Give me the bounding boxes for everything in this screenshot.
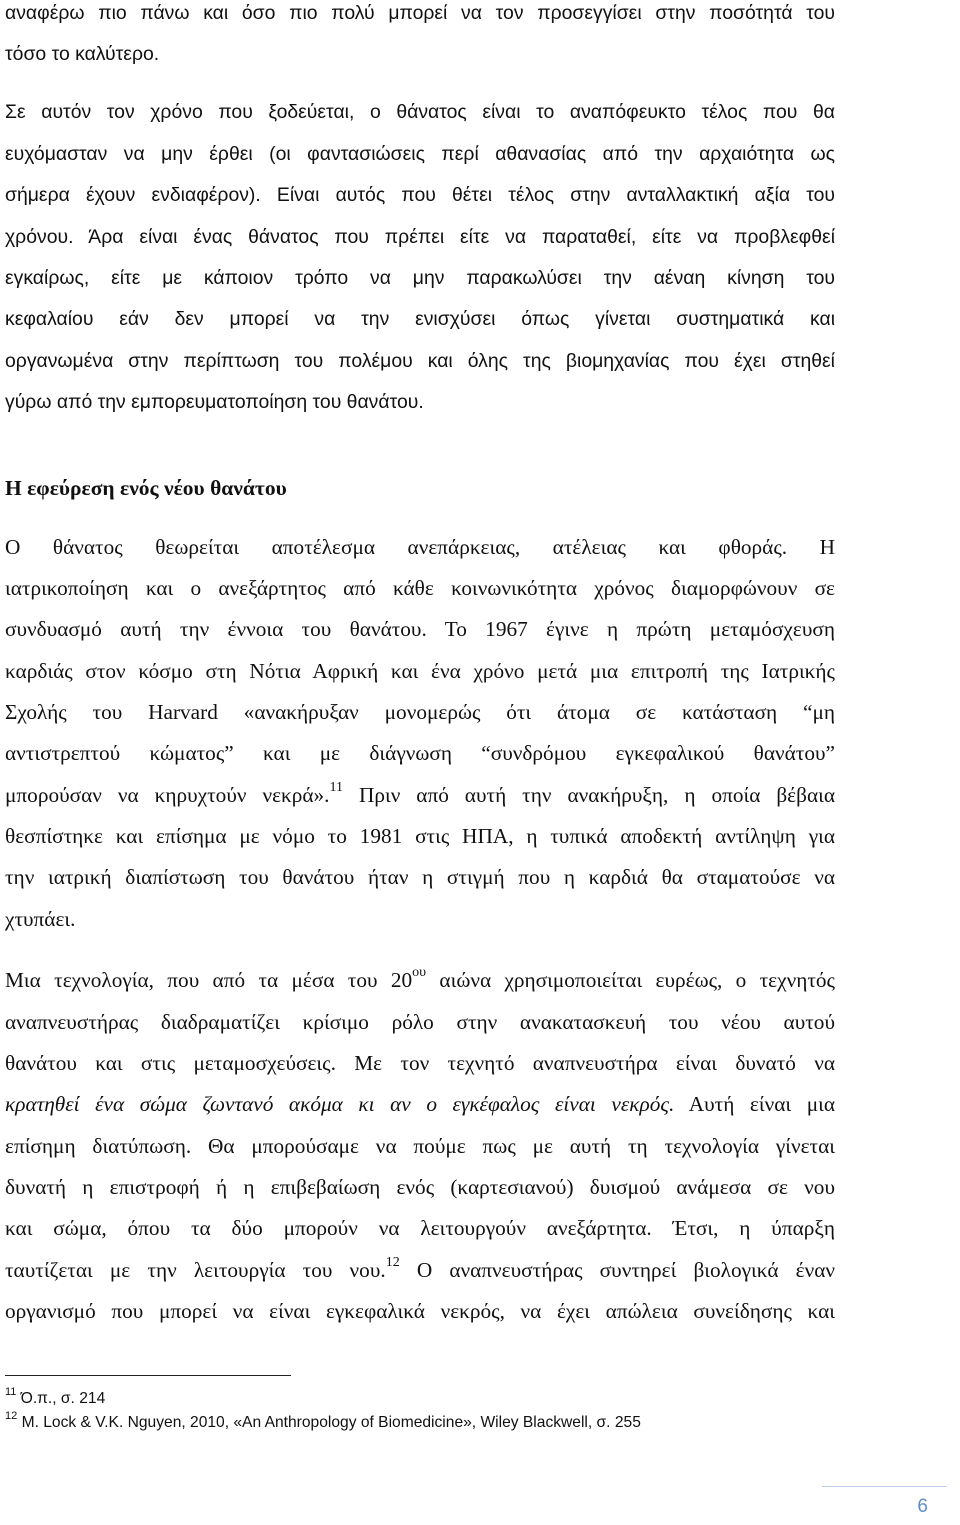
section-heading: Η εφεύρεση ενός νέου θανάτου — [5, 476, 287, 500]
text-run: αιώνα χρησιμοποιείται ευρέως, ο τεχνητός — [426, 968, 835, 992]
body-text-line: Ο θάνατος θεωρείται αποτέλεσμα ανεπάρκειας, ατέλειας και φθοράς. Η — [5, 535, 835, 559]
footnote-text: Ό.π., σ. 214 — [20, 1390, 106, 1407]
text-run: Αυτή είναι μια — [674, 1092, 836, 1116]
body-text-line: συνδυασμό αυτή την έννοια του θανάτου. Το 1967 έγινε η πρώτη μεταμόσχευση — [5, 617, 835, 641]
body-text-line: οργανωμένα στην περίπτωση του πολέμου και όλης της βιομηχανίας που έχει στηθεί — [5, 350, 835, 372]
footnote — [5, 1385, 106, 1410]
body-text-line: θεσπίστηκε και επίσημα με νόμο το 1981 στις ΗΠΑ, η τυπικά αποδεκτή αντίληψη για — [5, 824, 835, 848]
body-text-line: επίσημη διατύπωση. Θα μπορούσαμε να πούμε πως με αυτή τη τεχνολογία γίνεται — [5, 1134, 835, 1158]
body-text-line: την ιατρική διαπίστωση του θανάτου ήταν η στιγμή που η καρδιά θα σταματούσε να — [5, 865, 835, 889]
text-run: μπορούσαν να κηρυχτούν νεκρά». — [5, 783, 330, 807]
body-text-line — [5, 1250, 835, 1292]
italic-text-run: κρατηθεί ένα σώμα ζωντανό ακόμα κι αν ο εγκέφαλος είναι νεκρός. — [5, 1092, 675, 1116]
body-text-line — [5, 775, 835, 817]
body-text-line: αναπνευστήρας διαδραματίζει κρίσιμο ρόλο στην ανακατασκευή του νέου αυτού — [5, 1010, 835, 1034]
body-text-line: ευχόμασταν να μην έρθει (οι φαντασιώσεις περί αθανασίας από την αρχαιότητα ως — [5, 143, 835, 165]
body-text-line: οργανισμό που μπορεί να είναι εγκεφαλικά νεκρός, να έχει απώλεια συνείδησης και — [5, 1299, 835, 1323]
text-run: Ο αναπνευστήρας συντηρεί βιολογικά έναν — [399, 1258, 835, 1282]
superscript: ου — [412, 964, 427, 980]
page-number: 6 — [917, 1496, 928, 1517]
body-text-line: κεφαλαίου εάν δεν μπορεί να την ενισχύσει όπως γίνεται συστηματικά και — [5, 308, 835, 330]
body-text-line: αναφέρω πιο πάνω και όσο πιο πολύ μπορεί να τον προσεγγίσει στην ποσότητά του — [5, 2, 835, 24]
footnote-ref[interactable]: 11 — [329, 779, 343, 795]
body-text-line — [5, 960, 835, 1002]
body-text-line: Σε αυτόν τον χρόνο που ξοδεύεται, ο θάνατος είναι το αναπόφευκτο τέλος που θα — [5, 101, 835, 123]
body-text-line: εγκαίρως, είτε με κάποιον τρόπο να μην παρακωλύσει την αέναη κίνηση του — [5, 267, 835, 289]
body-text-line: χτυπάει. — [5, 907, 76, 931]
body-text-line: θανάτου και στις μεταμοσχεύσεις. Με τον τεχνητό αναπνευστήρα είναι δυνατό να — [5, 1051, 835, 1075]
body-text-line: και σώμα, όπου τα δύο μπορούν να λειτουργούν ανεξάρτητα. Έτσι, η ύπαρξη — [5, 1216, 835, 1240]
body-text-line: γύρω από την εμπορευματοποίηση του θανάτου. — [5, 391, 424, 413]
page-number-rule — [822, 1486, 947, 1487]
text-run: Μια τεχνολογία, που από τα μέσα του 20 — [5, 968, 413, 992]
body-text-line: δυνατή η επιστροφή ή η επιβεβαίωση ενός (καρτεσιανού) δυισμού ανάμεσα σε νου — [5, 1175, 835, 1199]
footnote-ref[interactable]: 12 — [385, 1254, 400, 1270]
body-text-line: τόσο το καλύτερο. — [5, 43, 160, 65]
footnote-text: M. Lock & V.K. Nguyen, 2010, «An Anthropology of Biomedicine», Wiley Blackwell, σ. 255 — [21, 1414, 641, 1431]
footnote-separator — [5, 1375, 291, 1376]
body-text-line: σήμερα έχουν ενδιαφέρον). Είναι αυτός που θέτει τέλος στην ανταλλακτική αξία του — [5, 184, 835, 206]
footnote — [5, 1409, 641, 1434]
footnote-number: 12 — [5, 1409, 18, 1422]
body-text-line: χρόνου. Άρα είναι ένας θάνατος που πρέπει είτε να παραταθεί, είτε να προβλεφθεί — [5, 226, 835, 248]
body-text-line: καρδιάς στον κόσμο στη Νότια Αφρική και ένα χρόνο μετά μια επιτροπή της Ιατρικής — [5, 659, 835, 683]
text-run: ταυτίζεται με την λειτουργία του νου. — [5, 1258, 386, 1282]
footnote-number: 11 — [5, 1385, 17, 1398]
body-text-line: αντιστρεπτού κώματος” και με διάγνωση “συνδρόμου εγκεφαλικού θανάτου” — [5, 741, 835, 765]
body-text-line — [5, 1084, 835, 1126]
body-text-line: ιατρικοποίηση και ο ανεξάρτητος από κάθε κοινωνικότητα χρόνος διαμορφώνουν σε — [5, 576, 835, 600]
text-run: Πριν από αυτή την ανακήρυξη, η οποία βέβαια — [343, 783, 835, 807]
body-text-line: Σχολής του Harvard «ανακήρυξαν μονομερώς ότι άτομα σε κατάσταση “μη — [5, 700, 835, 724]
